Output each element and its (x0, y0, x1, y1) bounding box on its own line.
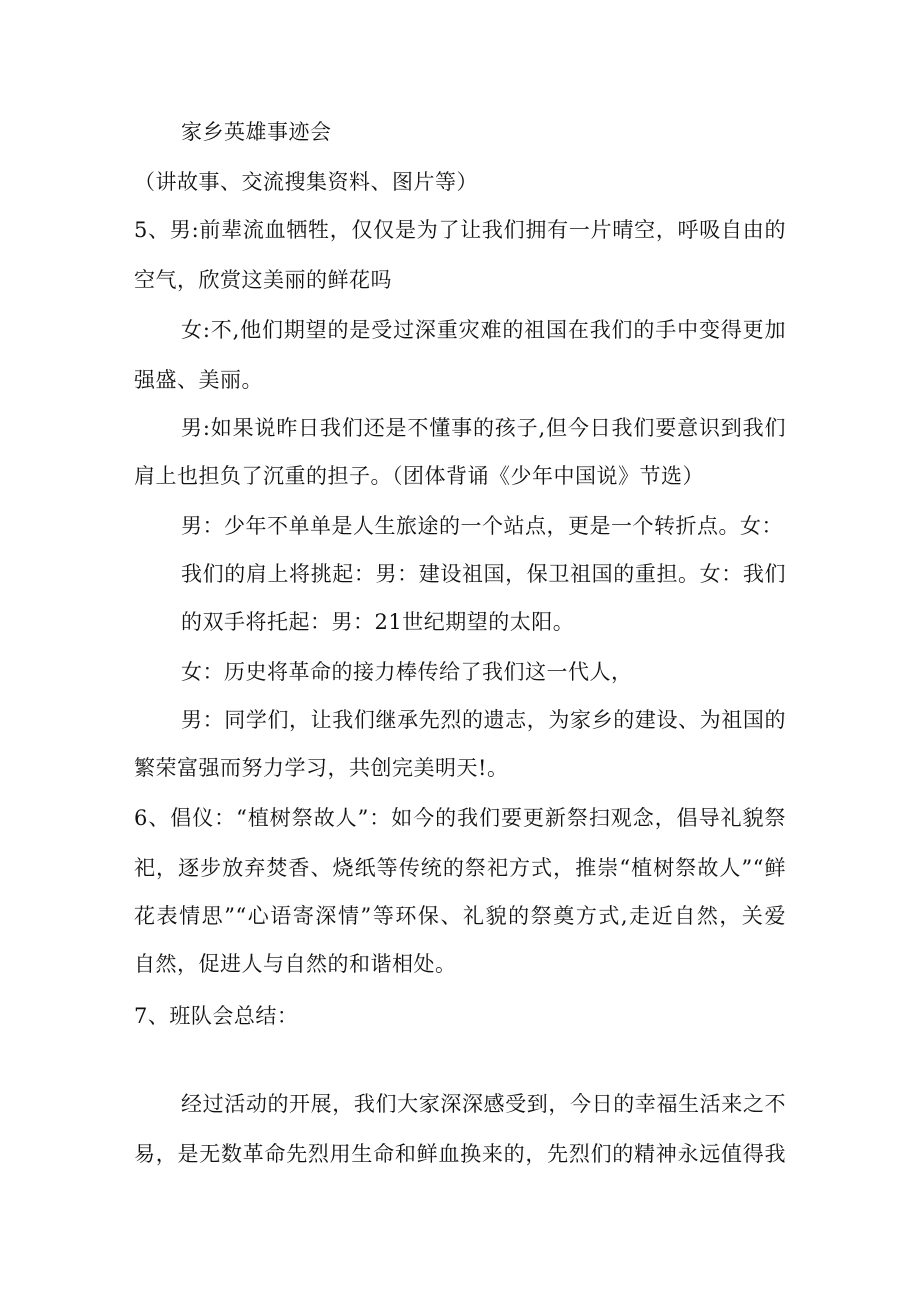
girl-line-1: 女:不,他们期望的是受过深重灾难的祖国在我们的手中变得更加 (181, 318, 786, 342)
summary-line-2: 易，是无数革命先烈用生命和鲜血换来的，先烈们的精神永远值得我 (134, 1142, 786, 1166)
dialogue-line-2: 我们的肩上将挑起：男：建设祖国，保卫祖国的重担。女：我们 (181, 562, 786, 586)
boy-line-1: 男:如果说昨日我们还是不懂事的孩子,但今日我们要意识到我们 (181, 416, 786, 440)
boy-classmates-line-1: 男：同学们，让我们继承先烈的遗志，为家乡的建设、为祖国的 (181, 708, 786, 732)
paragraph-6-line-1: 6、倡仪：“植树祭故人”：如今的我们要更新祭扫观念，倡导礼貌祭 (134, 806, 786, 830)
section-heading-hometown-heroes: 家乡英雄事迹会 (181, 120, 332, 144)
boy-classmates-line-2: 繁荣富强而努力学习，共创完美明天!。 (134, 756, 509, 780)
girl-line-2: 强盛、美丽。 (134, 368, 263, 392)
paragraph-5-line-1: 5、男:前辈流血牺牲，仅仅是为了让我们拥有一片晴空，呼吸自由的 (134, 218, 786, 242)
paragraph-7-heading: 7、班队会总结： (134, 1004, 299, 1028)
summary-line-1: 经过活动的开展，我们大家深深感受到，今日的幸福生活来之不 (181, 1092, 786, 1116)
dialogue-line-3: 的双手将托起：男：21世纪期望的太阳。 (181, 610, 575, 634)
paragraph-6-line-3: 花表情思”“心语寄深情”等环保、礼貌的祭奠方式,走近自然，关爱 (134, 904, 786, 928)
paragraph-6-line-2: 祀，逐步放弃焚香、烧纸等传统的祭祀方式，推崇“植树祭故人”“鲜 (134, 856, 786, 880)
girl-relay-line: 女：历史将革命的接力棒传给了我们这一代人， (181, 660, 633, 684)
paragraph-5-line-2: 空气，欣赏这美丽的鲜花吗 (134, 268, 392, 292)
paragraph-6-line-4: 自然，促进人与自然的和谐相处。 (134, 952, 457, 976)
boy-line-2: 肩上也担负了沉重的担子。（团体背诵《少年中国说》节选） (134, 464, 704, 488)
dialogue-line-1: 男：少年不单单是人生旅途的一个站点，更是一个转折点。女： (181, 514, 783, 538)
activity-note: （讲故事、交流搜集资料、图片等） (134, 170, 478, 194)
